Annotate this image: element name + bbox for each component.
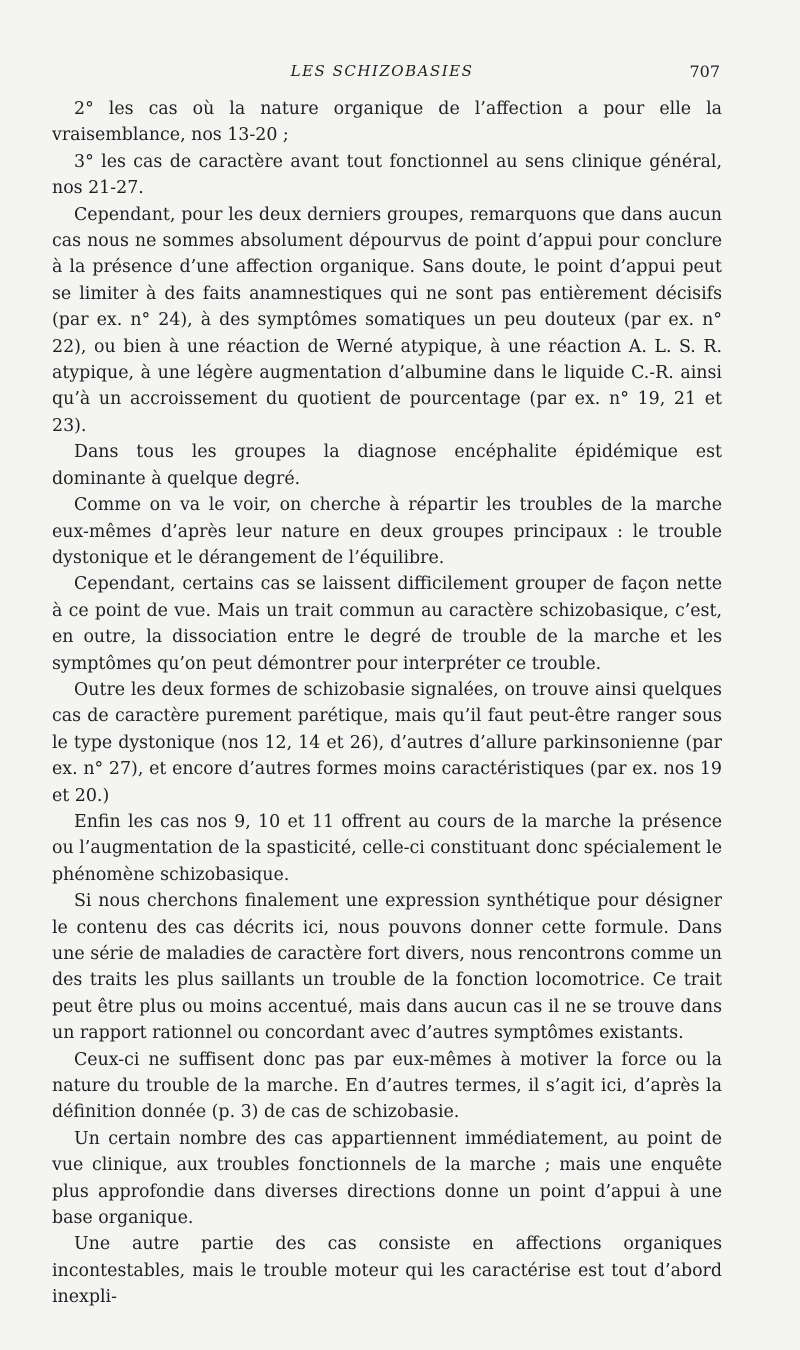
paragraph: 3° les cas de caractère avant tout fonctionnel au sens clinique général, nos 21-27.: [52, 151, 722, 199]
paragraph: Dans tous les groupes la diagnose encéphalite épidémique est dominante à quelque degré.: [52, 442, 722, 489]
paragraph: 2° les cas où la nature organique de l’affection a pour elle la vraisemblance, nos 13-20 ;: [52, 99, 722, 146]
paragraph: Comme on va le voir, on cherche à répartir les troubles de la marche eux-mêmes d’après leur nature en deux groupes principaux : le trouble dystonique et le dérangement de l’équilibre.: [52, 495, 722, 568]
paragraph: Outre les deux formes de schizobasie signalées, on trouve ainsi quelques cas de caractère purement parétique, mais qu’il faut peut-être ranger sous le type dystonique (nos 12, 14 et 26), d’autres d’allure parkinsonienne (par ex. n° 27), et encore d’autres formes moins caractéristiques (par ex. nos 19 et 20.): [52, 679, 722, 806]
running-head: LES SCHIZOBASIES: [290, 62, 474, 80]
paragraph: Si nous cherchons finalement une expression synthétique pour désigner le contenu des cas décrits ici, nous pouvons donner cette formule. Dans une série de maladies de caractère fort divers, nous rencontrons comme un des traits les plus saillants un trouble de la fonction locomotrice. Ce trait peut être plus ou moins accentué, mais dans aucun cas il ne se trouve dans un rapport rationnel ou concordant avec d’autres symptômes existants.: [52, 891, 722, 1044]
page-number: 707: [689, 62, 720, 81]
paragraph: Enfin les cas nos 9, 10 et 11 offrent au cours de la marche la présence ou l’augmentation de la spasticité, celle-ci constituant donc spécialement le phénomène schizobasique.: [52, 811, 722, 885]
paragraph: Ceux-ci ne suffisent donc pas par eux-mêmes à motiver la force ou la nature du trouble de la marche. En d’autres termes, il s’agit ici, d’après la définition donnée (p. 3) de cas de schizobasie.: [52, 1049, 722, 1123]
paragraph: Un certain nombre des cas appartiennent immédiatement, au point de vue clinique, aux troubles fonctionnels de la marche ; mais une enquête plus approfondie dans diverses directions donne un point d’appui à une base organique.: [52, 1128, 722, 1229]
paragraph: Cependant, certains cas se laissent difficilement grouper de façon nette à ce point de vue. Mais un trait commun au caractère schizobasique, c’est, en outre, la dissociation entre le degré de trouble de la marche et les symptômes qu’on peut démontrer pour interpréter ce trouble.: [52, 574, 722, 674]
body-text: [52, 96, 722, 1311]
paragraph: Cependant, pour les deux derniers groupes, remarquons que dans aucun cas nous ne sommes absolument dépourvus de point d’appui pour conclure à la présence d’une affection organique. Sans doute, le point d’appui peut se limiter à des faits anamnestiques qui ne sont pas entièrement décisifs (par ex. n° 24), à des symptômes somatiques un peu douteux (par ex. n° 22), ou bien à une réaction de Werné atypique, à une réaction A. L. S. R. atypique, à une légère augmentation d’albumine dans le liquide C.-R. ainsi qu’à un accroissement du quotient de pourcentage (par ex. n° 19, 21 et 23).: [52, 204, 722, 436]
paragraph: Une autre partie des cas consiste en affections organiques incontestables, mais le trouble moteur qui les caractérise est tout d’abord inexpli-: [52, 1234, 722, 1308]
page-header: [52, 62, 720, 86]
